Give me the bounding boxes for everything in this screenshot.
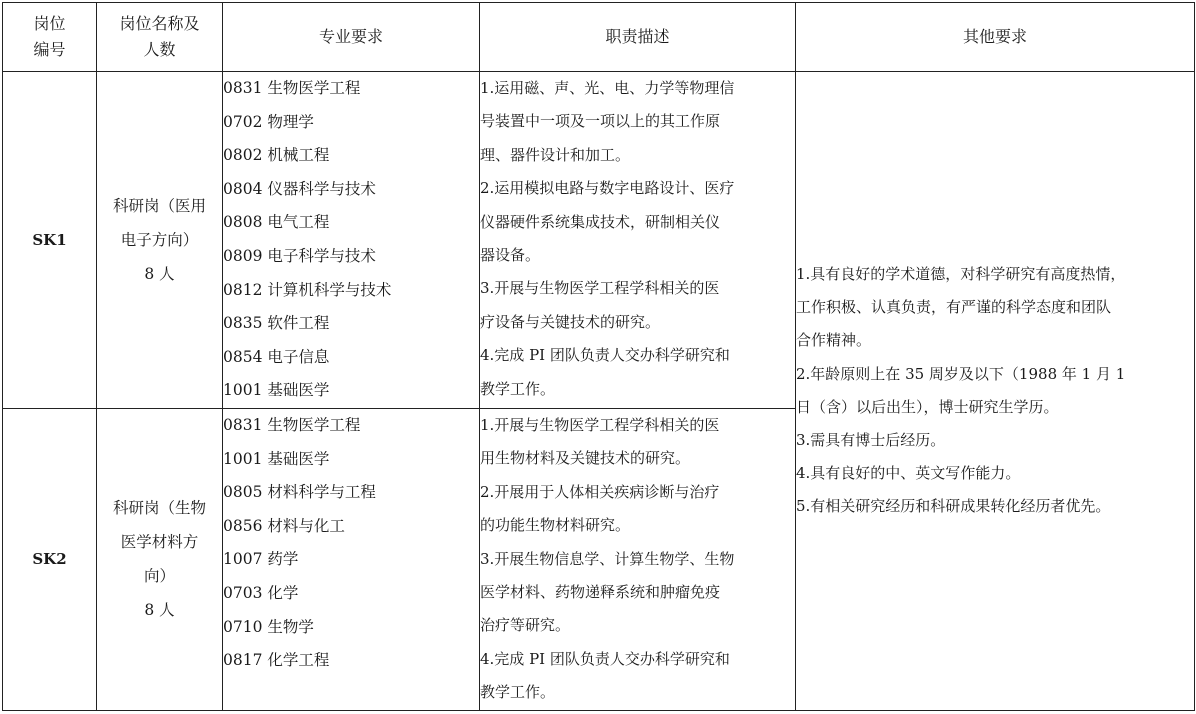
major-list <box>223 408 480 710</box>
requirement-line: 工作积极、认真负责，有严谨的科学态度和团队 <box>796 298 1112 317</box>
duty-line: 1.运用磁、声、光、电、力学等物理信 <box>480 79 735 97</box>
duty-line: 4.完成 PI 团队负责人交办科学研究和 <box>480 649 730 668</box>
title-line: 电子方向） <box>120 230 199 249</box>
major-item: 0831 生物医学工程 <box>223 79 361 97</box>
position-code: SK2 <box>3 408 97 710</box>
requirement-line: 合作精神。 <box>796 331 872 350</box>
header-row <box>3 3 1195 72</box>
major-item: 0702 物理学 <box>223 112 314 131</box>
header-other: 其他要求 <box>796 3 1195 72</box>
major-item: 0808 电气工程 <box>223 213 330 232</box>
major-item: 0804 仪器科学与技术 <box>223 179 376 198</box>
duty-line: 教学工作。 <box>480 683 556 702</box>
duty-line: 仪器硬件系统集成技术，研制相关仪 <box>480 212 721 231</box>
major-item: 0710 生物学 <box>223 617 314 636</box>
duty-line: 器设备。 <box>480 246 541 265</box>
duty-line: 的功能生物材料研究。 <box>480 516 631 535</box>
other-requirements <box>796 72 1195 711</box>
duty-line: 3.开展与生物医学工程学科相关的医 <box>480 279 720 298</box>
major-item: 0831 生物医学工程 <box>223 415 361 434</box>
major-item: 0817 化学工程 <box>223 651 330 670</box>
title-line: 8 人 <box>144 264 175 283</box>
major-item: 1001 基础医学 <box>223 381 330 400</box>
title-line: 8 人 <box>144 601 175 620</box>
table-row <box>3 72 1195 409</box>
major-item: 0805 材料科学与工程 <box>223 483 376 502</box>
major-item: 0856 材料与化工 <box>223 516 345 535</box>
major-item: 0809 电子科学与技术 <box>223 246 376 265</box>
duty-line: 3.开展生物信息学、计算生物学、生物 <box>480 549 735 568</box>
duty-line: 理、器件设计和加工。 <box>480 145 631 164</box>
title-line: 医学材料方 <box>120 533 199 552</box>
duty-line: 号装置中一项及一项以上的其工作原 <box>480 112 721 131</box>
major-item: 0854 电子信息 <box>223 347 330 366</box>
requirement-line: 1.具有良好的学术道德，对科学研究有高度热情， <box>796 264 1126 283</box>
duty-line: 2.运用模拟电路与数字电路设计、医疗 <box>480 179 735 198</box>
requirement-line: 日（含）以后出生），博士研究生学历。 <box>796 397 1059 416</box>
requirement-line: 5.有相关研究经历和科研成果转化经历者优先。 <box>796 497 1111 516</box>
position-title <box>97 72 223 409</box>
duty-description <box>480 72 796 409</box>
major-item: 0703 化学 <box>223 583 299 602</box>
header-code <box>3 3 97 72</box>
header-majors: 专业要求 <box>223 3 480 72</box>
header-title-line: 岗位名称及 <box>119 14 200 33</box>
title-line: 向） <box>143 567 175 586</box>
header-title <box>97 3 223 72</box>
requirement-line: 4.具有良好的中、英文写作能力。 <box>796 464 1021 483</box>
header-code-line: 编号 <box>33 40 66 59</box>
duty-line: 4.完成 PI 团队负责人交办科学研究和 <box>480 346 730 365</box>
header-duties: 职责描述 <box>480 3 796 72</box>
duty-line: 医学材料、药物递释系统和肿瘤免疫 <box>480 582 721 601</box>
duty-description <box>480 408 796 710</box>
duty-line: 用生物材料及关键技术的研究。 <box>480 449 691 468</box>
major-item: 0835 软件工程 <box>223 314 330 333</box>
major-list <box>223 72 480 409</box>
title-line: 科研岗（医用 <box>112 196 206 215</box>
duty-line: 治疗等研究。 <box>480 616 571 635</box>
title-line: 科研岗（生物 <box>112 499 206 518</box>
requirement-line: 2.年龄原则上在 35 周岁及以下（1988 年 1 月 1 <box>796 364 1126 383</box>
major-item: 0802 机械工程 <box>223 146 330 165</box>
duty-line: 2.开展用于人体相关疾病诊断与治疗 <box>480 482 720 501</box>
header-title-line: 人数 <box>143 40 176 59</box>
duty-line: 疗设备与关键技术的研究。 <box>480 312 661 331</box>
major-item: 1007 药学 <box>223 550 299 569</box>
major-item: 0812 计算机科学与技术 <box>223 280 392 299</box>
position-title <box>97 408 223 710</box>
duty-line: 教学工作。 <box>480 379 556 398</box>
requirement-line: 3.需具有博士后经历。 <box>796 431 946 449</box>
recruitment-table <box>2 2 1195 711</box>
position-code: SK1 <box>3 72 97 409</box>
header-code-line: 岗位 <box>33 14 66 33</box>
major-item: 1001 基础医学 <box>223 449 330 468</box>
duty-line: 1.开展与生物医学工程学科相关的医 <box>480 415 720 434</box>
